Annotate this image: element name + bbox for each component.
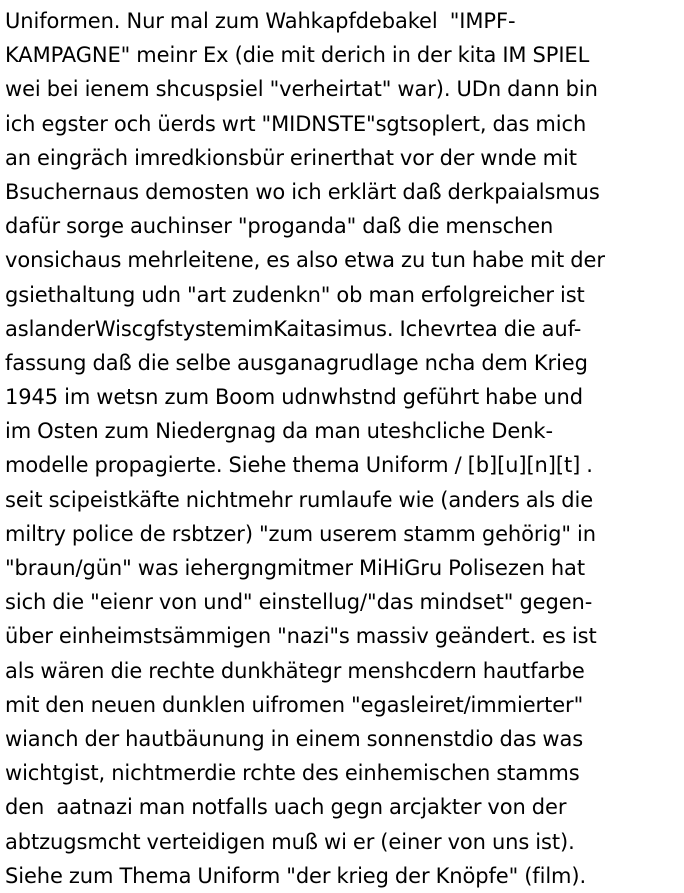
text-line: als wären die rechte dunkhätegr menshcdern hautfarbe bbox=[5, 658, 585, 683]
text-line: im Osten zum Niedergnag da man uteshcliche Denk- bbox=[5, 419, 553, 444]
text-line: mit den neuen dunklen uifromen "egasleiret/immierter" bbox=[5, 692, 584, 717]
text-line: fassung daß die selbe ausganagrudlage ncha dem Krieg bbox=[5, 350, 588, 375]
text-line: KAMPAGNE" meinr Ex (die mit derich in der kita IM SPIEL bbox=[5, 43, 590, 68]
text-line: Bsuchernaus demosten wo ich erklärt daß derkpaialsmus bbox=[5, 179, 600, 204]
text-line: dafür sorge auchinser "proganda" daß die menschen bbox=[5, 214, 554, 239]
text-line: seit scipeistkäfte nichtmehr rumlaufe wie (anders als die bbox=[5, 487, 594, 512]
text-line: über einheimstsämmigen "nazi"s massiv geändert. es ist bbox=[5, 624, 597, 649]
document-text bbox=[5, 4, 681, 893]
text-line: den aatnazi man notfalls uach gegn arcjakter von der bbox=[5, 795, 567, 820]
text-line: abtzugsmcht verteidigen muß wi er (einer von uns ist). bbox=[5, 829, 575, 854]
text-line: miltry police de rsbtzer) "zum userem stamm gehörig" in bbox=[5, 521, 596, 546]
text-line: wichtgist, nichtmerdie rchte des einhemischen stamms bbox=[5, 761, 580, 786]
text-line: aslanderWiscgfstystemimKaitasimus. Ichevrtea die auf- bbox=[5, 316, 582, 341]
text-line: wei bei ienem shcuspsiel "verheirtat" war). UDn dann bin bbox=[5, 77, 598, 102]
text-line: wianch der hautbäunung in einem sonnenstdio das was bbox=[5, 726, 584, 751]
text-line: ich egster och üerds wrt "MIDNSTE"sgtsoplert, das mich bbox=[5, 111, 587, 136]
text-line: an eingräch imredkionsbür erinerthat vor der wnde mit bbox=[5, 145, 577, 170]
text-line: vonsichaus mehrleitene, es also etwa zu tun habe mit der bbox=[5, 248, 605, 273]
text-line: modelle propagierte. Siehe thema Uniform / [b][u][n][t] . bbox=[5, 453, 593, 478]
text-line: Uniformen. Nur mal zum Wahkapfdebakel "IMPF- bbox=[5, 9, 516, 33]
text-line: gsiethaltung udn "art zudenkn" ob man erfolgreicher ist bbox=[5, 282, 585, 307]
text-line: "braun/gün" was iehergngmitmer MiHiGru Polisezen hat bbox=[5, 556, 585, 580]
text-line: sich die "eienr von und" einstellug/"das mindset" gegen- bbox=[5, 590, 593, 615]
text-line: Siehe zum Thema Uniform "der krieg der Knöpfe" (film). bbox=[5, 863, 587, 888]
text-line: 1945 im wetsn zum Boom udnwhstnd geführt habe und bbox=[5, 385, 583, 410]
